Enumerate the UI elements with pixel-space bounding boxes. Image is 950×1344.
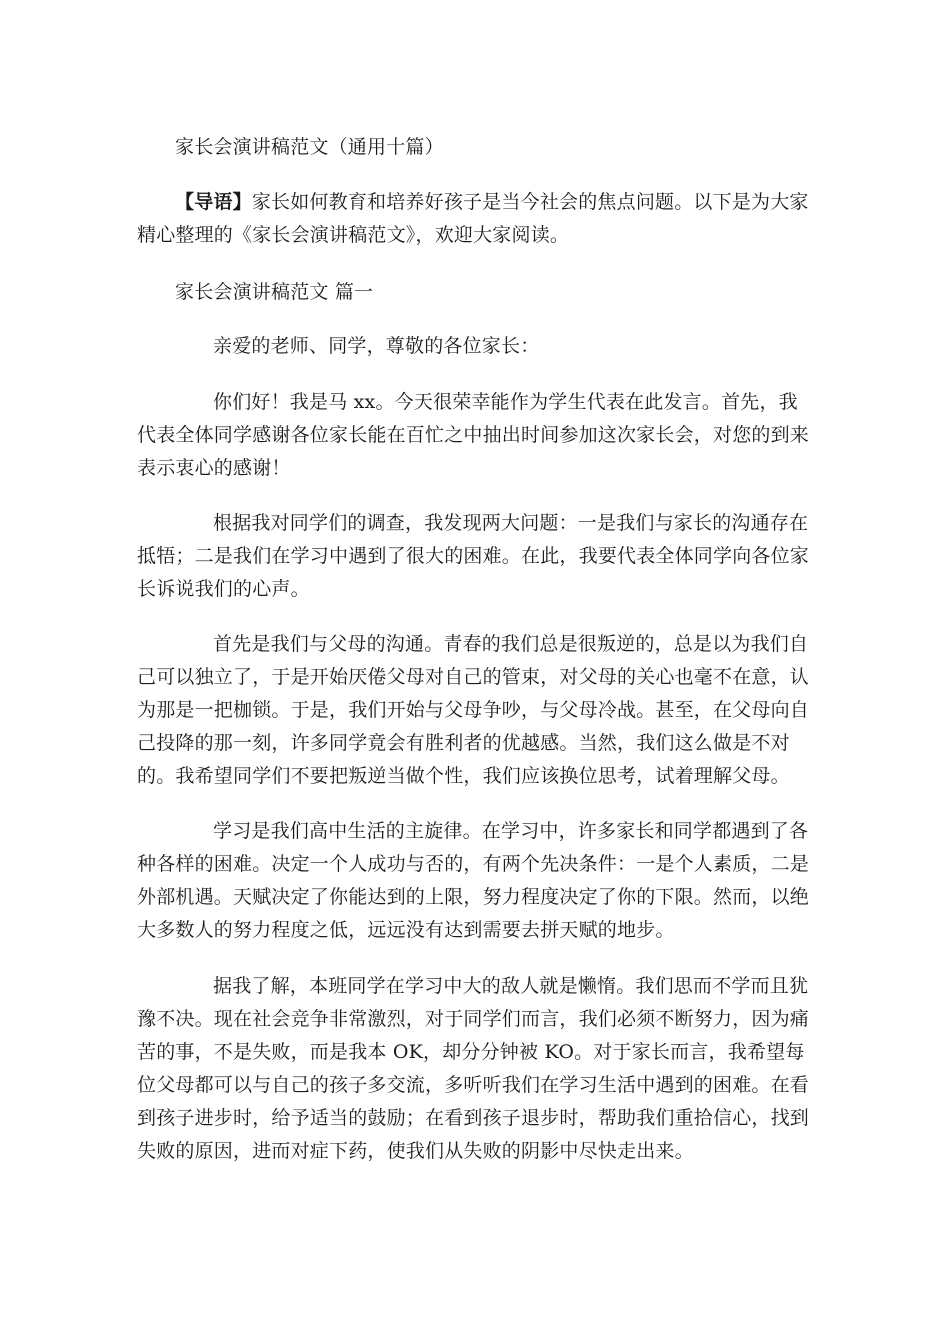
- intro-text: 家长如何教育和培养好孩子是当今社会的焦点问题。以下是为大家精心整理的《家长会演讲稿范文》，欢迎大家阅读。: [137, 191, 809, 246]
- salutation: 亲爱的老师、同学，尊敬的各位家长：: [213, 335, 540, 357]
- intro-paragraph: [137, 186, 817, 252]
- body-paragraph-1: 你们好！我是马 xx。今天很荣幸能作为学生代表在此发言。首先，我代表全体同学感谢各位家长能在百忙之中抽出时间参加这次家长会，对您的到来表示衷心的感谢！: [137, 391, 810, 479]
- section-heading: 家长会演讲稿范文 篇一: [175, 281, 374, 303]
- body-paragraph-4: 学习是我们高中生活的主旋律。在学习中，许多家长和同学都遇到了各种各样的困难。决定一个人成功与否的，有两个先决条件：一是个人素质，二是外部机遇。天赋决定了你能达到的上限，努力程度决定了你的下限。然而，以绝大多数人的努力程度之低，远远没有达到需要去拼天赋的地步。: [137, 820, 810, 941]
- intro-tag: 【导语】: [175, 191, 252, 213]
- document-title: 家长会演讲稿范文（通用十篇）: [175, 136, 444, 158]
- body-paragraph-3: 首先是我们与父母的沟通。青春的我们总是很叛逆的，总是以为我们自己可以独立了，于是开始厌倦父母对自己的管束，对父母的关心也毫不在意，认为那是一把枷锁。于是，我们开始与父母争吵，与父母冷战。甚至，在父母向自己投降的那一刻，许多同学竟会有胜利者的优越感。当然，我们这么做是不对的。我希望同学们不要把叛逆当做个性，我们应该换位思考，试着理解父母。: [137, 633, 810, 787]
- body-paragraph-2: 根据我对同学们的调查，我发现两大问题：一是我们与家长的沟通存在抵牾；二是我们在学习中遇到了很大的困难。在此，我要代表全体同学向各位家长诉说我们的心声。: [137, 512, 810, 600]
- body-paragraph-5: 据我了解，本班同学在学习中大的敌人就是懒惰。我们思而不学而且犹豫不决。现在社会竞争非常激烈，对于同学们而言，我们必须不断努力，因为痛苦的事，不是失败，而是我本 OK，却分分钟被 KO。对于家长而言，我希望每位父母都可以与自己的孩子多交流，多听听我们在学习生活中遇到的困难。在看到孩子进步时，给予适当的鼓励；在看到孩子退步时，帮助我们重拾信心，找到失败的原因，进而对症下药，使我们从失败的阴影中尽快走出来。: [137, 975, 810, 1162]
